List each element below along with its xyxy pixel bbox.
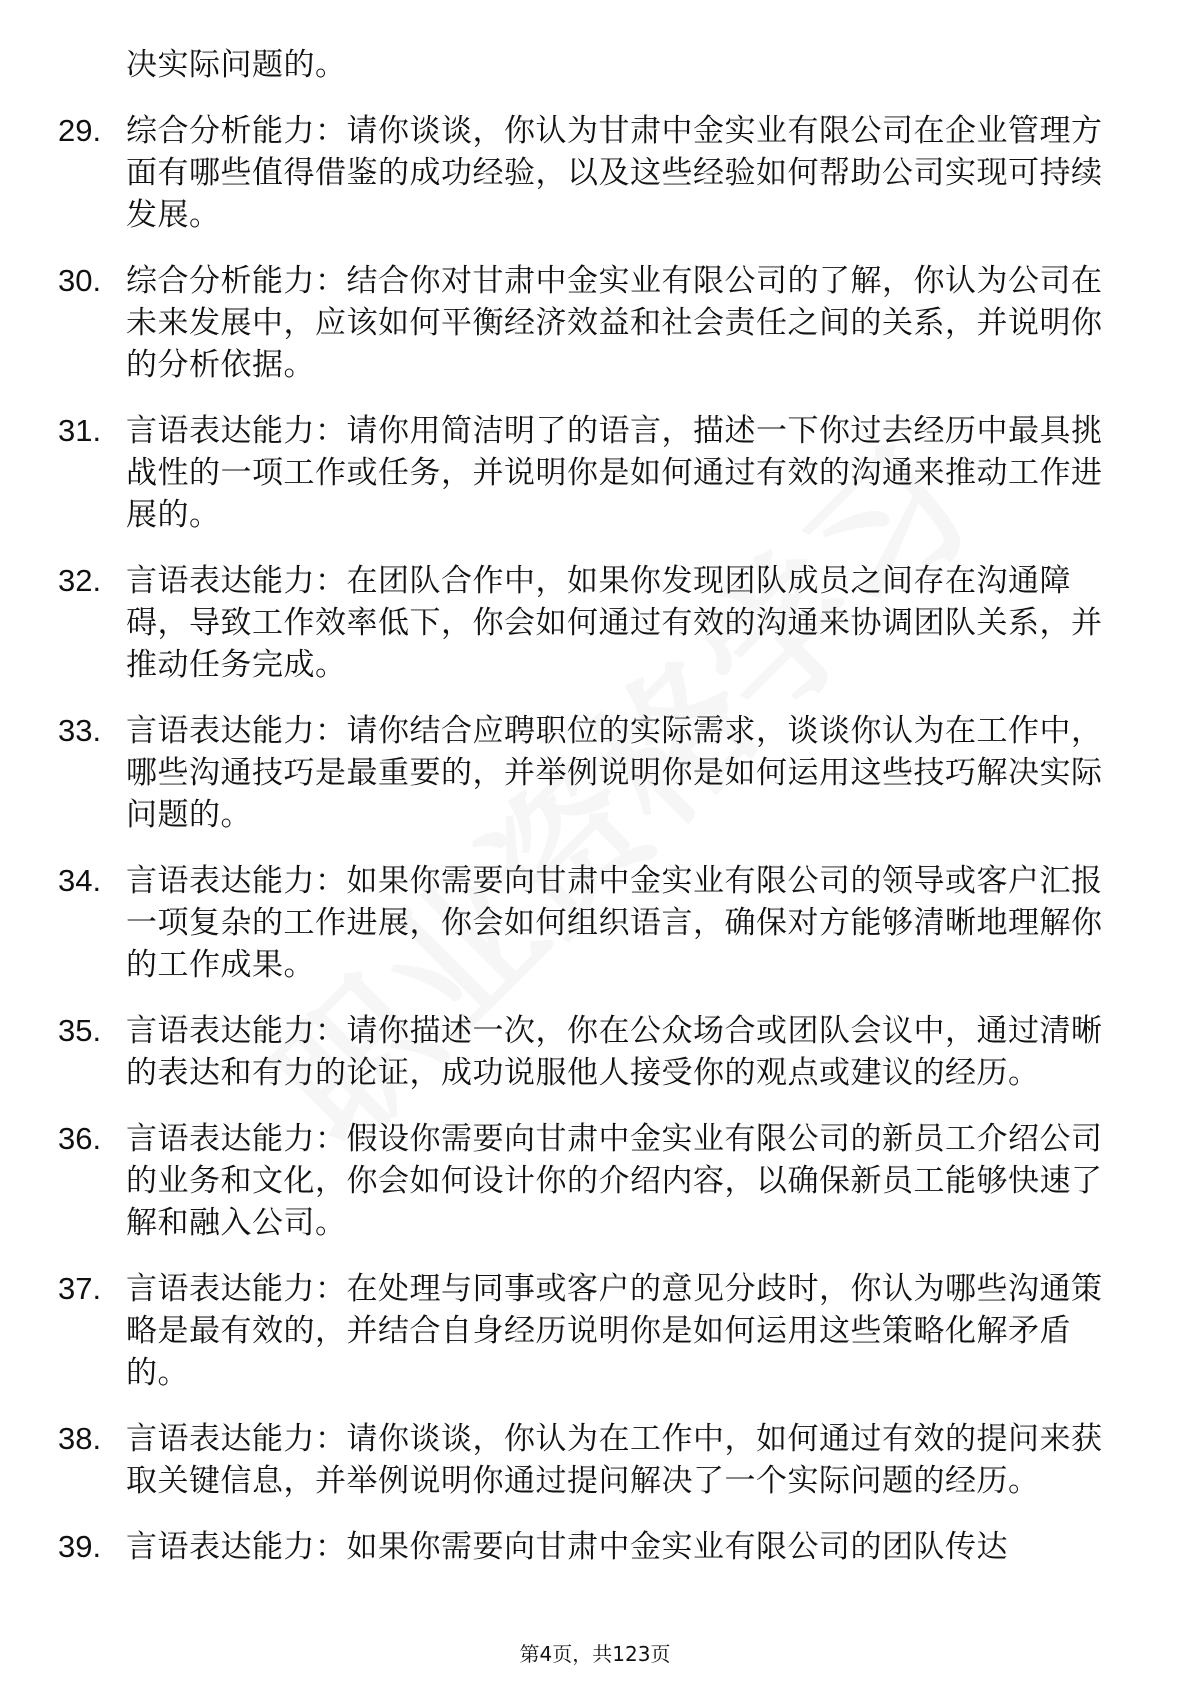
question-text: 言语表达能力：如果你需要向甘肃中金实业有限公司的领导或客户汇报一项复杂的工作进展，你会如何组织语言，确保对方能够清晰地理解你的工作成果。 — [126, 863, 1103, 983]
question-text: 言语表达能力：请你谈谈，你认为在工作中，如何通过有效的提问来获取关键信息，并举例说明你通过提问解决了一个实际问题的经历。 — [126, 1421, 1103, 1499]
question-number: 29. — [58, 113, 102, 148]
question-text: 言语表达能力：假设你需要向甘肃中金实业有限公司的新员工介绍公司的业务和文化，你会如何设计你的介绍内容，以确保新员工能够快速了解和融入公司。 — [126, 1121, 1103, 1241]
question-item-34 — [58, 860, 1118, 986]
question-text: 综合分析能力：请你谈谈，你认为甘肃中金实业有限公司在企业管理方面有哪些值得借鉴的成功经验，以及这些经验如何帮助公司实现可持续发展。 — [126, 113, 1103, 233]
question-number: 39. — [58, 1529, 102, 1564]
question-number: 31. — [58, 413, 102, 448]
question-text: 言语表达能力：请你用简洁明了的语言，描述一下你过去经历中最具挑战性的一项工作或任务，并说明你是如何通过有效的沟通来推动工作进展的。 — [126, 413, 1103, 533]
question-item-31 — [58, 410, 1118, 536]
question-item-32 — [58, 560, 1118, 686]
page-footer: 第4页，共123页 — [519, 1642, 671, 1666]
question-item-35 — [58, 1010, 1118, 1094]
question-item-36 — [58, 1118, 1118, 1244]
question-text: 言语表达能力：请你结合应聘职位的实际需求，谈谈你认为在工作中，哪些沟通技巧是最重要的，并举例说明你是如何运用这些技巧解决实际问题的。 — [126, 713, 1103, 833]
question-number: 32. — [58, 563, 102, 598]
question-text: 言语表达能力：如果你需要向甘肃中金实业有限公司的团队传达 — [126, 1529, 1008, 1565]
question-text: 综合分析能力：结合你对甘肃中金实业有限公司的了解，你认为公司在未来发展中，应该如何平衡经济效益和社会责任之间的关系，并说明你的分析依据。 — [126, 263, 1103, 383]
question-text: 言语表达能力：在团队合作中，如果你发现团队成员之间存在沟通障碍，导致工作效率低下，你会如何通过有效的沟通来协调团队关系，并推动任务完成。 — [126, 563, 1103, 683]
question-number: 34. — [58, 863, 102, 898]
question-number: 38. — [58, 1421, 102, 1456]
question-item-30 — [58, 260, 1118, 386]
question-text: 言语表达能力：在处理与同事或客户的意见分歧时，你认为哪些沟通策略是最有效的，并结合自身经历说明你是如何运用这些策略化解矛盾的。 — [126, 1271, 1103, 1391]
question-number: 30. — [58, 263, 102, 298]
question-list — [58, 110, 1118, 1568]
question-number: 35. — [58, 1013, 102, 1048]
question-item-39 — [58, 1526, 1118, 1568]
continuation-text: 决实际问题的。 — [126, 47, 347, 83]
question-number: 37. — [58, 1271, 102, 1306]
question-number: 33. — [58, 713, 102, 748]
question-item-37 — [58, 1268, 1118, 1394]
document-body — [58, 44, 1118, 1592]
question-item-29 — [58, 110, 1118, 236]
question-number: 36. — [58, 1121, 102, 1156]
question-item-33 — [58, 710, 1118, 836]
question-text: 言语表达能力：请你描述一次，你在公众场合或团队会议中，通过清晰的表达和有力的论证，成功说服他人接受你的观点或建议的经历。 — [126, 1013, 1103, 1091]
question-item-38 — [58, 1418, 1118, 1502]
